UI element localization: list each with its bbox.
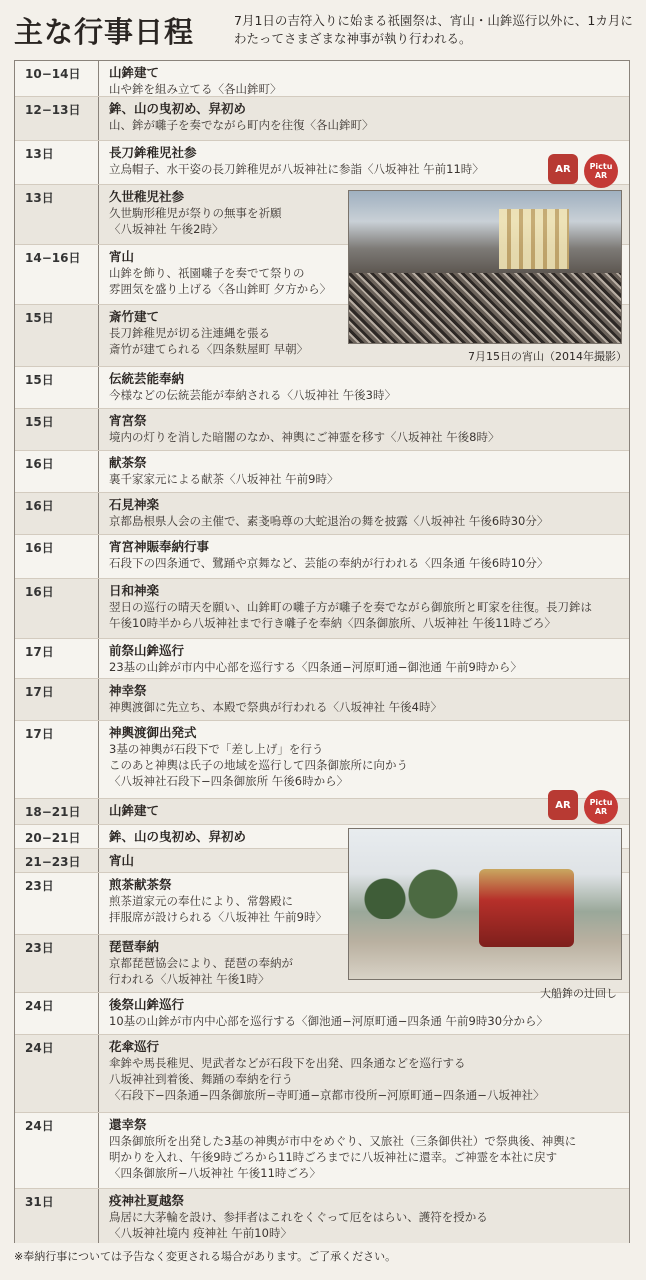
float-image: [479, 869, 574, 947]
event-date: 16日: [15, 535, 99, 578]
event-date: 16日: [15, 493, 99, 534]
event-title: 後祭山鉾巡行: [109, 997, 185, 1012]
event-desc: 山、鉾が囃子を奏でながら町内を往復〈各山鉾町〉: [109, 118, 374, 132]
event-desc: 石段下の四条通で、鷺踊や京舞など、芸能の奉納が行われる〈四条通 午後6時10分〉: [109, 556, 549, 570]
table-row: [15, 721, 629, 799]
event-desc: 翌日の巡行の晴天を願い、山鉾町の囃子方が囃子を奏でながら御旅所と町家を往復。長刀鉾は 午後10時半から八坂神社まで行き囃子を奉納〈四条御旅所、八坂神社 午後11時ごろ〉: [109, 600, 592, 630]
table-row: [15, 61, 629, 97]
event-date: 14−16日: [15, 245, 99, 304]
event-date: 20−21日: [15, 825, 99, 848]
table-row: [15, 1113, 629, 1189]
event-title: 長刀鉾稚児社参: [109, 145, 197, 160]
event-title: 還幸祭: [109, 1117, 147, 1132]
event-desc: 3基の神輿が石段下で「差し上げ」を行う このあと神輿は氏子の地域を巡行して四条御旅所に向かう 〈八坂神社石段下−四条御旅所 午後6時から〉: [109, 742, 408, 788]
header: [8, 8, 638, 54]
table-row: [15, 141, 629, 185]
event-title: 斎竹建て: [109, 309, 160, 324]
table-row: [15, 1189, 629, 1243]
event-title: 宵山: [109, 249, 135, 264]
event-title: 山鉾建て: [109, 65, 160, 80]
event-title: 疫神社夏越祭: [109, 1193, 185, 1208]
ar-icon[interactable]: AR: [548, 790, 578, 820]
crowd-image: [349, 273, 621, 343]
event-date: 13日: [15, 141, 99, 184]
event-date: 10−14日: [15, 61, 99, 96]
event-title: 煎茶献茶祭: [109, 877, 172, 892]
event-desc: 鳥居に大茅輪を設け、参拝者はこれをくぐって厄をはらい、護符を授かる 〈八坂神社境内 疫神社 午前10時〉: [109, 1210, 488, 1240]
event-title: 宵山: [109, 853, 135, 868]
event-date: 21−23日: [15, 849, 99, 872]
trees-image: [349, 869, 469, 919]
ar-badges-top: [548, 154, 618, 188]
table-row: [15, 639, 629, 679]
event-date: 24日: [15, 1113, 99, 1188]
event-date: 24日: [15, 1035, 99, 1112]
photo-caption-ofunehoko: 大船鉾の辻回し: [540, 987, 617, 1000]
photo-caption-yoiyama: 7月15日の宵山（2014年撮影）: [468, 350, 627, 363]
event-desc: 10基の山鉾が市内中心部を巡行する〈御池通−河原町通−四条通 午前9時30分から〉: [109, 1014, 549, 1028]
event-title: 花傘巡行: [109, 1039, 160, 1054]
table-row: [15, 993, 629, 1035]
event-date: 15日: [15, 367, 99, 408]
event-desc: 京都島根県人会の主催で、素戔嗚尊の大蛇退治の舞を披露〈八坂神社 午後6時30分〉: [109, 514, 549, 528]
table-row: [15, 579, 629, 639]
event-desc: 傘鉾や馬長稚児、児武者などが石段下を出発、四条通などを巡行する 八坂神社到着後、舞踊の奉納を行う 〈石段下−四条通−四条御旅所−寺町通−京都市役所−河原町通−四条通−八坂神社〉: [109, 1056, 545, 1102]
lantern-decoration: [499, 209, 569, 269]
event-title: 宵宮神賑奉納行事: [109, 539, 210, 554]
event-title: 献茶祭: [109, 455, 147, 470]
event-date: 13日: [15, 185, 99, 244]
event-desc: 山や鉾を組み立てる〈各山鉾町〉: [109, 82, 282, 96]
event-title: 神輿渡御出発式: [109, 725, 197, 740]
table-row: [15, 97, 629, 141]
event-desc: 煎茶道家元の奉仕により、常磐殿に 拝服席が設けられる〈八坂神社 午前9時〉: [109, 894, 327, 924]
table-row: [15, 535, 629, 579]
table-row: [15, 367, 629, 409]
event-desc: 23基の山鉾が市内中心部を巡行する〈四条通−河原町通−御池通 午前9時から〉: [109, 660, 522, 674]
event-desc: 京都琵琶協会により、琵琶の奉納が 行われる〈八坂神社 午後1時〉: [109, 956, 293, 986]
event-title: 山鉾建て: [109, 803, 160, 818]
footnote: ※奉納行事については予告なく変更される場合があります。ご了承ください。: [14, 1250, 397, 1263]
event-date: 24日: [15, 993, 99, 1034]
event-title: 日和神楽: [109, 583, 160, 598]
event-desc: 神輿渡御に先立ち、本殿で祭典が行われる〈八坂神社 午後4時〉: [109, 700, 442, 714]
table-row: [15, 1035, 629, 1113]
event-desc: 久世駒形稚児が祭りの無事を祈願 〈八坂神社 午後2時〉: [109, 206, 282, 236]
ofunehoko-photo: [348, 828, 622, 980]
event-desc: 長刀鉾稚児が切る注連縄を張る 斎竹が建てられる〈四条麩屋町 早朝〉: [109, 326, 309, 356]
yoiyama-photo: [348, 190, 622, 344]
pictu-ar-icon[interactable]: Pictu AR: [584, 790, 618, 824]
event-title: 神幸祭: [109, 683, 147, 698]
event-date: 17日: [15, 639, 99, 678]
event-date: 31日: [15, 1189, 99, 1243]
event-date: 17日: [15, 679, 99, 720]
ar-icon[interactable]: AR: [548, 154, 578, 184]
table-row: [15, 679, 629, 721]
event-date: 15日: [15, 305, 99, 366]
event-desc: 境内の灯りを消した暗闇のなか、神輿にご神霊を移す〈八坂神社 午後8時〉: [109, 430, 500, 444]
table-row: [15, 409, 629, 451]
table-row: [15, 799, 629, 825]
event-title: 鉾、山の曳初め、舁初め: [109, 101, 247, 116]
event-date: 12−13日: [15, 97, 99, 140]
event-title: 石見神楽: [109, 497, 160, 512]
event-desc: 裏千家家元による献茶〈八坂神社 午前9時〉: [109, 472, 339, 486]
event-title: 琵琶奉納: [109, 939, 160, 954]
event-date: 15日: [15, 409, 99, 450]
event-date: 23日: [15, 935, 99, 992]
event-date: 17日: [15, 721, 99, 798]
event-date: 16日: [15, 579, 99, 638]
event-desc: 山鉾を飾り、祇園囃子を奏でて祭りの 雰囲気を盛り上げる〈各山鉾町 夕方から〉: [109, 266, 332, 296]
page-title: 主な行事日程: [14, 15, 195, 49]
table-row: [15, 493, 629, 535]
event-desc: 四条御旅所を出発した3基の神輿が市中をめぐり、又旅社（三条御供社）で祭典後、神輿に 明かりを入れ、午後9時ごろから11時ごろまでに八坂神社に還幸。ご神霊を本社に戻す 〈四条御旅所−八坂神社 午後11時ごろ〉: [109, 1134, 577, 1180]
event-title: 宵宮祭: [109, 413, 147, 428]
event-desc: 立烏帽子、水干姿の長刀鉾稚児が八坂神社に参詣〈八坂神社 午前11時〉: [109, 162, 484, 176]
table-row: [15, 451, 629, 493]
event-date: 18−21日: [15, 799, 99, 824]
intro-text: 7月1日の吉符入りに始まる祇園祭は、宵山・山鉾巡行以外に、1カ月にわたってさまざまな神事が執り行われる。: [234, 13, 633, 46]
event-title: 鉾、山の曳初め、舁初め: [109, 829, 247, 844]
event-desc: 今様などの伝統芸能が奉納される〈八坂神社 午後3時〉: [109, 388, 396, 402]
event-title: 久世稚児社参: [109, 189, 185, 204]
pictu-ar-icon[interactable]: Pictu AR: [584, 154, 618, 188]
ar-badges-bottom: [548, 790, 618, 824]
event-date: 23日: [15, 873, 99, 934]
event-date: 16日: [15, 451, 99, 492]
event-title: 前祭山鉾巡行: [109, 643, 185, 658]
event-title: 伝統芸能奉納: [109, 371, 185, 386]
